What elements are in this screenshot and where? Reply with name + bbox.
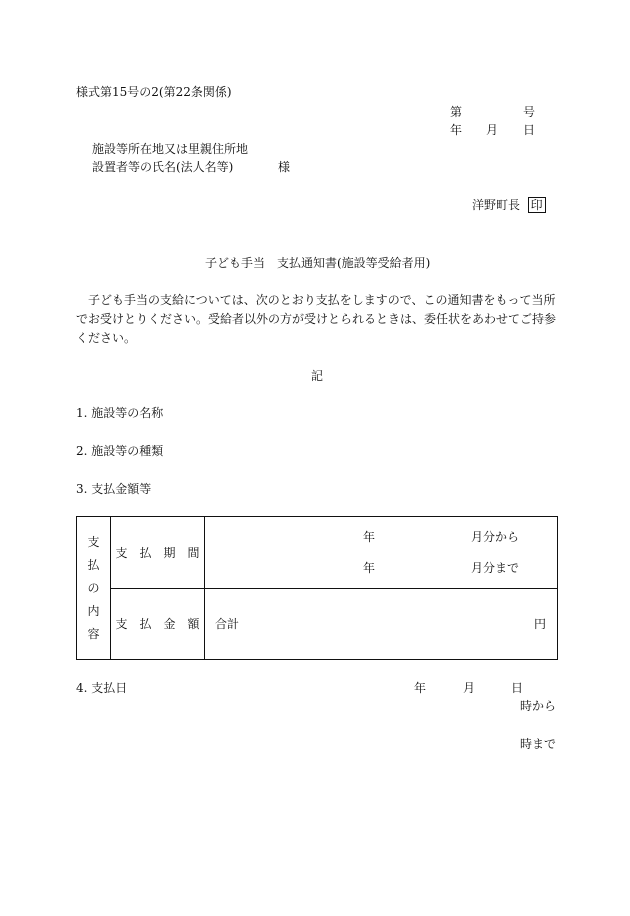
period-year-2: 年 [363,561,376,575]
number-suffix: 号 [523,105,536,119]
body-line-2: でお受けとりください。受給者以外の方が受けとられるときは、委任状をあわせてご持参 [76,312,557,326]
payment-details-table [76,516,558,660]
recipient-address-label: 施設等所在地又は里親住所地 [92,142,249,156]
side-char: 払 [87,557,100,572]
total-label: 合計 [215,616,240,631]
period-to: 月分まで [471,561,520,575]
seal-stamp: 印 [528,197,546,213]
item-facility-name: 1. 施設等の名称 [76,406,164,420]
issuer-block [472,197,546,213]
yen-unit: 円 [534,616,547,631]
amount-value-cell [205,588,558,660]
payment-time-from: 時から [520,699,557,713]
table-side-label [77,517,111,660]
period-label-cell [111,517,205,589]
side-char: 内 [87,603,100,618]
period-from: 月分から [471,530,520,544]
date-day: 日 [523,123,536,137]
number-prefix: 第 [450,105,463,119]
payment-day: 日 [511,681,524,695]
item-payment-date: 4. 支払日 [76,681,128,695]
side-char: 容 [87,626,100,641]
date-year: 年 [450,123,463,137]
side-char: の [87,580,100,595]
item-facility-type: 2. 施設等の種類 [76,444,164,458]
period-year-1: 年 [363,530,376,544]
period-value-cell [205,517,558,589]
payment-year: 年 [414,681,427,695]
side-char: 支 [87,534,100,549]
recipient-honorific: 様 [278,160,291,174]
payment-month: 月 [463,681,476,695]
period-label: 支 払 期 間 [115,545,200,560]
recipient-name-label: 設置者等の氏名(法人名等) [92,160,234,174]
item-payment-amount: 3. 支払金額等 [76,482,152,496]
ki-heading: 記 [311,369,324,383]
amount-label-cell [111,588,205,660]
body-line-3: ください。 [76,331,137,345]
payment-time-to: 時まで [520,737,557,751]
document-title: 子ども手当 支払通知書(施設等受給者用) [205,256,431,270]
date-month: 月 [486,123,499,137]
issuer-title: 洋野町長 [472,198,521,212]
amount-label: 支 払 金 額 [115,617,200,632]
form-number: 様式第15号の2(第22条関係) [76,85,232,99]
body-line-1: 子ども手当の支給については、次のとおり支払をしますので、この通知書をもって当所 [88,293,556,307]
